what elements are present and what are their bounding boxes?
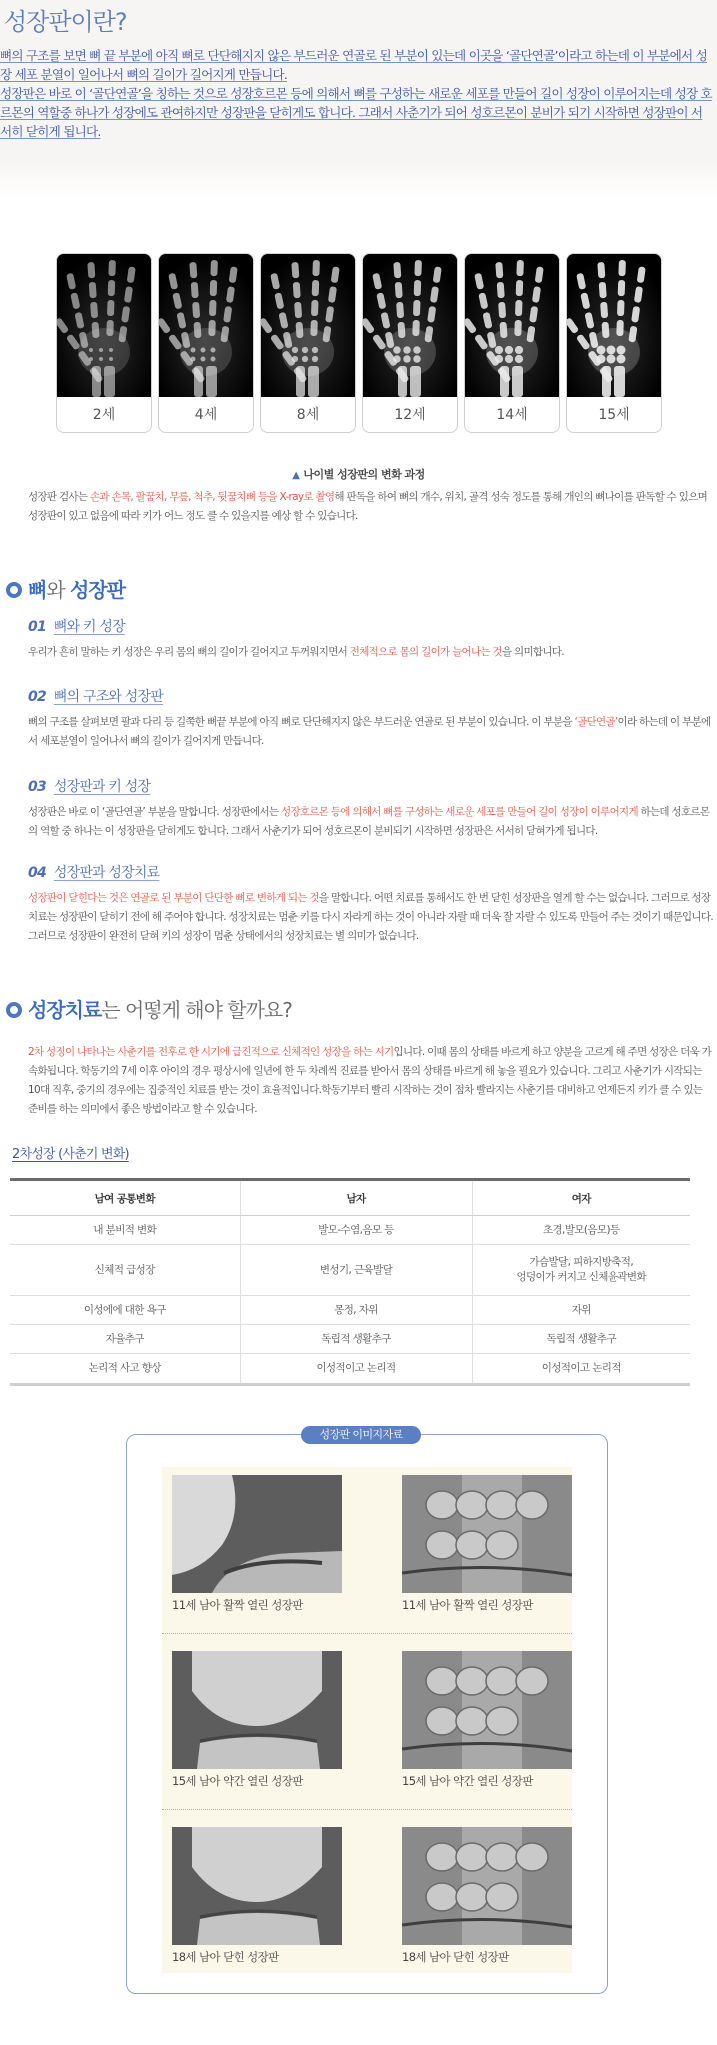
- gallery-item: [172, 1827, 342, 1965]
- growth-plate-xray: [172, 1827, 342, 1945]
- subheading-01: 01 뼈와 키 성장: [28, 619, 125, 635]
- column-header: 남자: [240, 1180, 472, 1216]
- hand-xray-image: [261, 254, 355, 397]
- gallery-caption: 15세 남아 약간 열린 성장판: [172, 1774, 303, 1788]
- hand-xray-image: [465, 254, 559, 397]
- table-header-row: [10, 1180, 690, 1216]
- desc-highlight: 손과 손목, 팔꿈치, 무릎, 척추, 뒷꿈치뼈 등을 X-ray로 촬영: [89, 491, 335, 503]
- table-cell: 자율추구: [10, 1325, 240, 1354]
- xray-age-label: 4세: [194, 407, 218, 423]
- triangle-up-icon: ▲: [292, 470, 300, 481]
- table-cell: 내 분비적 변화: [10, 1216, 240, 1245]
- table-cell: 이성적이고 논리적: [240, 1354, 472, 1385]
- gallery-caption: 15세 남아 약간 열린 성장판: [402, 1774, 533, 1788]
- gallery-item: [402, 1475, 572, 1613]
- table-cell: 발모-수염,음모 등: [240, 1216, 472, 1245]
- subheading-02: 02 뼈의 구조와 성장판: [28, 689, 163, 705]
- table-row: [10, 1296, 690, 1325]
- desc-text: 성장판 검사는: [28, 491, 90, 503]
- gallery-caption: 18세 남아 닫힌 성장판: [402, 1950, 509, 1964]
- ring-bullet-icon: [6, 582, 22, 598]
- growth-plate-xray: [402, 1651, 572, 1769]
- xray-age-label: 12세: [394, 407, 426, 423]
- paragraph-04: 성장판이 닫힌다는 것은 연골로 된 부분이 단단한 뼈로 변하게 되는 것을 말합니다. 어떤 치료를 통해서도 한 번 닫힌 성장판을 열게 할 수는 없습니다. 그러므로 성장 치료는 성장판이 닫히기 전에 해 주어야 합니다. 성장치료는 멈춘 키를 다시 자라게 하는 것이 아니라 자랄 때 더욱 잘 자랄 수 있도록 만들어 주는 것이기 때문입니다. 그러므로 성장판이 완전히 닫혀 키의 성장이 멈춘 상태에서의 성장치료는 별 의미가 없습니다.: [28, 892, 714, 942]
- subheading-04: 04 성장판과 성장치료: [28, 865, 160, 881]
- treatment-paragraph: 2차 성징이 나타나는 사춘기를 전후로 한 시기에 급진적으로 신체적인 성장을 하는 시기입니다. 이때 몸의 상태를 바르게 하고 양분을 고르게 해 주면 성장은 더욱 가속화됩니다. 학동기의 7세 이후 아이의 경우 평상시에 일년에 한 두 차례씩 진료를 받아서 몸의 상태를 바르게 해 놓을 필요가 있습니다. 그리고 사춘기가 시작되는 10대 직후, 중기의 경우에는 집중적인 치료를 받는 것이 효율적입니다.학동기부터 빨리 시작하는 것이 점차 빨라지는 사춘기를 대비하고 언제든지 키가 클 수 있는 준비를 하는 의미에서 좋은 방법이라고 할 수 있습니다.: [28, 1046, 712, 1115]
- xray-card: [158, 253, 254, 433]
- growth-plate-xray: [402, 1827, 572, 1945]
- xray-card: [566, 253, 662, 433]
- gallery-item: [402, 1651, 572, 1789]
- subheading-03: 03 성장판과 키 성장: [28, 779, 151, 795]
- table-cell: 변성기, 근육발달: [240, 1245, 472, 1296]
- intro-paragraph-2: 성장판은 바로 이 ‘골단연골’을 칭하는 것으로 성장호르몬 등에 의해서 뼈를 구성하는 새로운 세포를 만들어 길이 성장이 이루어지는데 성장 호르몬의 역할중 하나가 성장에도 관여하지만 성장판을 닫히게도 합니다. 그래서 사춘기가 되어 성호르몬이 분비가 되기 시작하면 성장판이 서서히 닫히게 됩니다.: [0, 86, 712, 139]
- section-heading-treatment: 성장치료는 어떻게 해야 할까요?: [6, 994, 292, 1023]
- gallery-item: [402, 1827, 572, 1965]
- table-cell: 논리적 사고 향상: [10, 1354, 240, 1385]
- gallery-caption: 18세 남아 닫힌 성장판: [172, 1950, 279, 1964]
- gallery-divider: [162, 1809, 572, 1810]
- paragraph-02: 뼈의 구조를 살펴보면 팔과 다리 등 길쭉한 뼈끝 부분에 아직 뼈로 단단해지지 않은 부드러운 연골로 된 부분이 있습니다. 이 부분을 ‘골단연골’이라 하는데 이 부분에서 세포분열이 일어나서 뼈의 길이가 길어지게 만듭니다.: [28, 716, 711, 747]
- hand-xray-image: [567, 254, 661, 397]
- growth-plate-xray: [402, 1475, 572, 1593]
- column-header: 여자: [472, 1180, 690, 1216]
- gallery-badge: 성장판 이미지자료: [301, 1426, 421, 1444]
- page-title: 성장판이란?: [4, 8, 127, 36]
- hand-xray-image: [57, 254, 151, 397]
- paragraph-01: 우리가 흔히 말하는 키 성장은 우리 몸의 뼈의 길이가 길어지고 두꺼워지면서 전체적으로 몸의 길이가 늘어나는 것을 의미합니다.: [28, 646, 564, 658]
- growth-plate-xray: [172, 1651, 342, 1769]
- xray-card: [464, 253, 560, 433]
- table-row: [10, 1216, 690, 1245]
- table-cell: 가슴발달, 피하지방축적, 엉덩이가 커지고 신체윤곽변화: [472, 1245, 690, 1296]
- gallery-caption: 11세 남아 활짝 열린 성장판: [402, 1598, 533, 1612]
- xray-card: [260, 253, 356, 433]
- column-header: 남여 공통변화: [10, 1180, 240, 1216]
- xray-age-label: 2세: [92, 407, 116, 423]
- table-row: [10, 1354, 690, 1385]
- xray-description: [28, 488, 712, 526]
- intro-paragraph-1: 뼈의 구조를 보면 뼈 끝 부분에 아직 뼈로 단단해지지 않은 부드러운 연골로 된 부분이 있는데 이곳을 ‘골단연골’이라고 하는데 이 부분에서 성장 세포 분열이 일어나서 뼈의 길이가 길어지게 만듭니다.: [0, 48, 707, 82]
- growth-plate-gallery: [126, 1428, 608, 1994]
- hand-xray-image: [159, 254, 253, 397]
- table-cell: 이성적이고 논리적: [472, 1354, 690, 1385]
- puberty-change-table: [10, 1178, 690, 1386]
- table-cell: 몽정, 자위: [240, 1296, 472, 1325]
- xray-card: [56, 253, 152, 433]
- desc-text: 해 판독을 하여 뼈의 개수, 위치, 골격 성숙 정도를 통해 개인의 뼈나이를 판독할 수 있으며 성장판이 있고 없음에 따라 키가 어느 정도 클 수 있을지를 예상 할 수 있습니다.: [28, 491, 708, 522]
- table-cell: 초경,발모(음모)등: [472, 1216, 690, 1245]
- table-cell: 이성에에 대한 욕구: [10, 1296, 240, 1325]
- paragraph-03: 성장판은 바로 이 ‘골단연골’ 부분을 말합니다. 성장판에서는 성장호르몬 등에 의해서 뼈를 구성하는 새로운 세포를 만들어 길이 성장이 이루어지게 하는데 성호르몬의 역할 중 하나는 이 성장판을 닫히게도 합니다. 그래서 사춘기가 되어 성호르몬이 분비되기 시작하면 성장판은 서서히 닫혀가게 됩니다.: [28, 806, 710, 837]
- intro-panel: [0, 0, 717, 200]
- gallery-item: [172, 1475, 342, 1613]
- table-row: [10, 1245, 690, 1296]
- hand-xray-image: [363, 254, 457, 397]
- section-heading-bone: 뼈와 성장판: [6, 574, 125, 603]
- table-cell: 독립적 생활추구: [472, 1325, 690, 1354]
- growth-plate-xray: [172, 1475, 342, 1593]
- gallery-caption: 11세 남아 활짝 열린 성장판: [172, 1598, 303, 1612]
- xray-age-label: 8세: [296, 407, 320, 423]
- table-cell: 독립적 생활추구: [240, 1325, 472, 1354]
- gallery-grid: [162, 1467, 572, 1973]
- gallery-divider: [162, 1633, 572, 1634]
- xray-age-label: 15세: [598, 407, 630, 423]
- xray-card: [362, 253, 458, 433]
- table-cell: 신체적 급성장: [10, 1245, 240, 1296]
- xray-caption: [0, 466, 717, 482]
- xray-age-label: 14세: [496, 407, 528, 423]
- table-cell: 자위: [472, 1296, 690, 1325]
- gallery-item: [172, 1651, 342, 1789]
- xray-caption-text: 나이별 성장판의 변화 과정: [303, 468, 425, 481]
- ring-bullet-icon: [6, 1002, 22, 1018]
- table-title: 2차성장 (사춘기 변화): [12, 1147, 129, 1162]
- xray-age-row: [56, 253, 666, 433]
- intro-text: [0, 46, 712, 141]
- table-row: [10, 1325, 690, 1354]
